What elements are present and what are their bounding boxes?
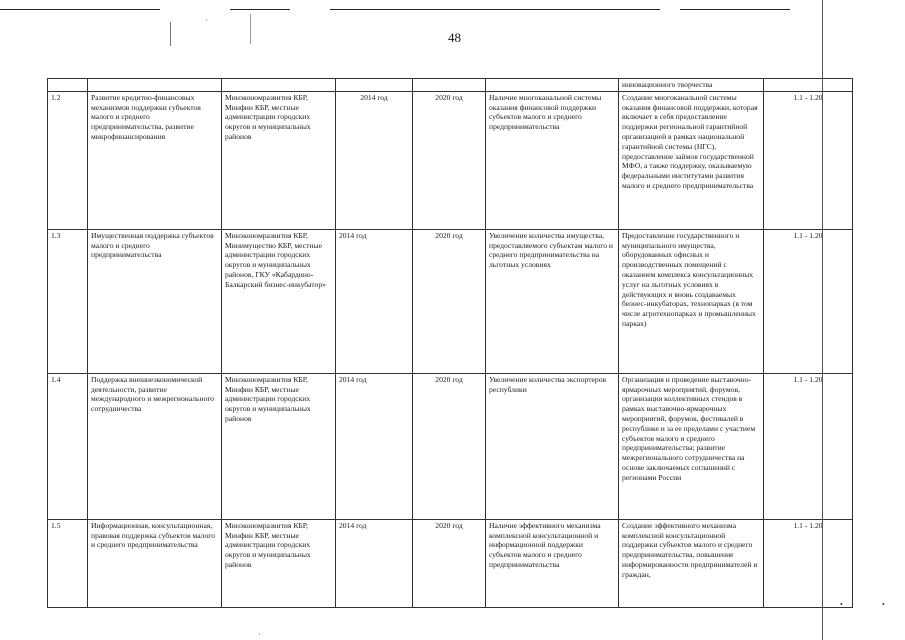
row-executor: Минэкономразвития КБР, Минимущество КБР, местные администрации городских округов и муниципальных районов, ГКУ «Кабардино-Балкарский бизнес-инкубатор» <box>222 229 336 373</box>
continuation-row <box>48 79 853 92</box>
row-end: 2020 год <box>413 91 486 229</box>
scan-speck: · <box>258 630 261 639</box>
scan-speck: • <box>882 600 885 609</box>
top-rule-mid <box>230 9 290 10</box>
row-content: Предоставление государственного и муниципального имущества, оборудованных офисных и производственных помещений с оказанием комплекса консультационных услуг на льготных условиях в действующих и вновь создаваемых бизнес-инкубаторах, технопарках (в том числе агротехнопарках и промышленных парках) <box>619 229 764 373</box>
row-title: Поддержка внешнеэкономической деятельности, развитие международного и межрегионального сотрудничества <box>88 373 222 519</box>
row-number: 1.5 <box>48 519 88 607</box>
row-executor: Минэкономразвития КБР, Минфин КБР, местные администрации городских округов и муниципальных районов <box>222 519 336 607</box>
page-number: 48 <box>448 30 461 45</box>
row-end: 2020 год <box>413 373 486 519</box>
row-title: Имущественная поддержка субъектов малого и среднего предпринимательства <box>88 229 222 373</box>
program-table <box>47 78 853 608</box>
row-number: 1.2 <box>48 91 88 229</box>
row-content: Создание эффективного механизма комплексной консультационной поддержки субъектов малого и среднего предпринимательства, повышение информированности предпринимателей и граждан, <box>619 519 764 607</box>
scan-artifact-line <box>170 22 171 46</box>
table-row <box>48 373 853 519</box>
row-title: Развитие кредитно-финансовых механизмов поддержки субъектов малого и среднего предпринимательства, развитие микрофинансирования <box>88 91 222 229</box>
row-end: 2020 год <box>413 229 486 373</box>
row-result: Наличие эффективного механизма комплексной консультационной и информационной поддержки субъектов малого и среднего предпринимательства <box>486 519 619 607</box>
row-start: 2014 год <box>336 373 413 519</box>
continuation-text: инновационного творчества <box>619 79 764 92</box>
top-rule-right <box>330 9 660 10</box>
row-end: 2020 год <box>413 519 486 607</box>
row-number: 1.3 <box>48 229 88 373</box>
row-start: 2014 год <box>336 229 413 373</box>
row-indicators: 1.1 - 1.20 <box>764 91 853 229</box>
row-number: 1.4 <box>48 373 88 519</box>
row-start: 2014 год <box>336 519 413 607</box>
row-content: Создание многоканальной системы оказания финансовой поддержки, которая включает в себя предоставление поддержки региональной гарантийной организацией в рамках национальной гарантийной системы (НГС), предоставление займов государственной МФО, а также поддержку, оказываемую федеральными институтами развития малого и среднего предпринимательства <box>619 91 764 229</box>
row-executor: Минэкономразвития КБР, Минфин КБР, местные администрации городских округов и муниципальных районов <box>222 91 336 229</box>
row-start: 2014 год <box>336 91 413 229</box>
row-indicators: 1.1 - 1.20 <box>764 229 853 373</box>
scan-artifact-line <box>250 14 251 44</box>
scan-margin-line <box>822 0 823 640</box>
table-row <box>48 91 853 229</box>
scan-speck: • <box>840 600 843 609</box>
table-row <box>48 519 853 607</box>
top-rule-far <box>680 9 790 10</box>
table-row <box>48 229 853 373</box>
row-indicators: 1.1 - 1.20 <box>764 519 853 607</box>
row-content: Организация и проведение выставочно-ярмарочных мероприятий, форумов, организация коллективных стендов в рамках выставочно-ярмарочных мероприятий, форумов, фестивалей в республике и за ее пределами с участием субъектов малого и среднего предпринимательства; развитие межрегионального сотрудничества на основе заключаемых соглашений с регионами России <box>619 373 764 519</box>
scan-speck: · <box>205 16 208 25</box>
row-title: Информационная, консультационная, правовая поддержка субъектов малого и среднего предпринимательства <box>88 519 222 607</box>
row-result: Увеличение количества имущества, предоставляемого субъектам малого и среднего предпринимательства на льготных условиях <box>486 229 619 373</box>
row-executor: Минэкономразвития КБР, Минфин КБР, местные администрации городских округов и муниципальных районов <box>222 373 336 519</box>
row-result: Наличие многоканальной системы оказания финансовой поддержки субъектов малого и среднего предпринимательства <box>486 91 619 229</box>
top-rule-left <box>0 9 160 10</box>
row-result: Увеличение количества экспортеров республики <box>486 373 619 519</box>
row-indicators: 1.1 - 1.20 <box>764 373 853 519</box>
